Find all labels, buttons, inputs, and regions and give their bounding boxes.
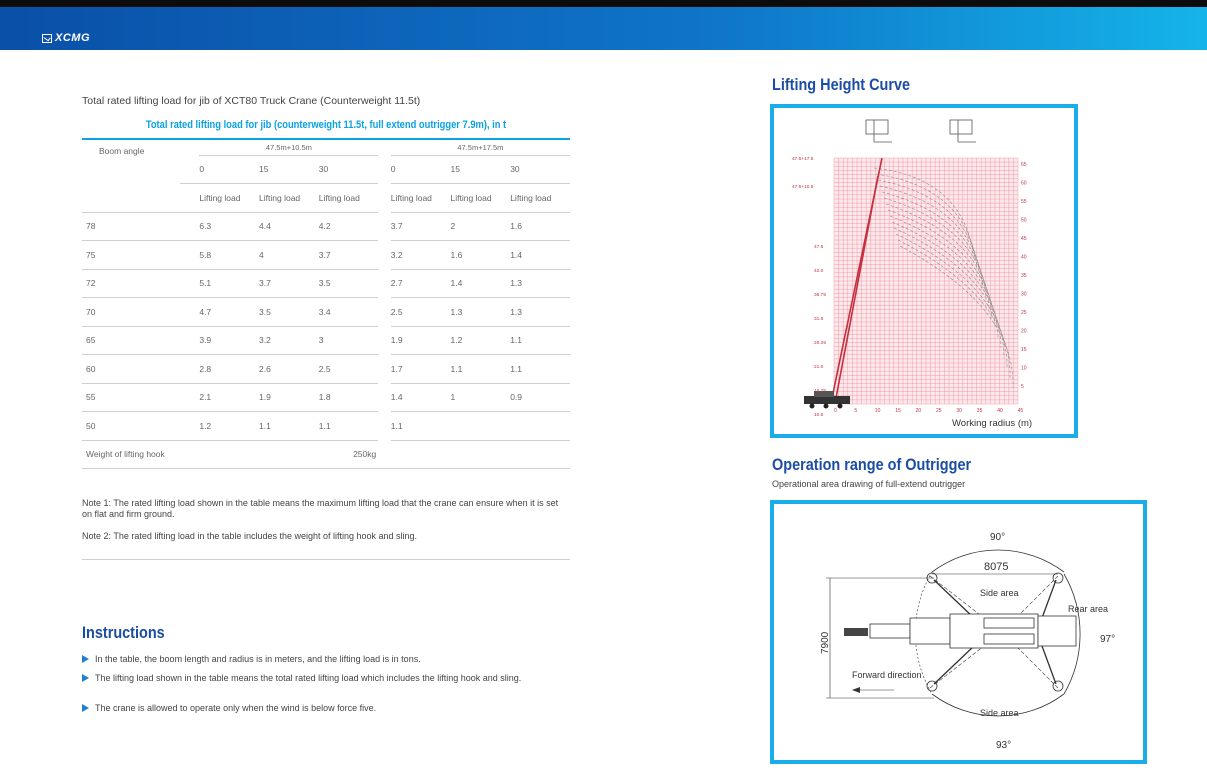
- load-value-cell: 1.4: [451, 269, 511, 298]
- row-header: Boom angle: [99, 146, 145, 156]
- load-value-cell: 5.1: [199, 269, 259, 298]
- table-subheader-row: [82, 183, 570, 212]
- side-area-bottom-label: Side area: [980, 708, 1019, 718]
- load-value-cell: 1.3: [510, 298, 570, 327]
- x-axis-ticks: [834, 408, 1023, 414]
- span-width-label: 8075: [984, 561, 1009, 573]
- load-value-cell: 4: [259, 241, 319, 270]
- grid-lines: [834, 158, 1018, 404]
- y-tick-label: 15: [1021, 347, 1027, 353]
- y-tick-label: 45: [1021, 236, 1027, 242]
- load-value-cell: 1.1: [259, 412, 319, 441]
- x-tick-label: 45: [1017, 408, 1024, 414]
- load-value-cell: 5.8: [199, 241, 259, 270]
- x-tick-label: 25: [936, 408, 942, 414]
- x-tick-label: 35: [976, 408, 983, 414]
- y-axis-ticks: [1021, 162, 1027, 390]
- load-value-cell: 0.9: [510, 383, 570, 412]
- boom-length-label: 36.75: [814, 293, 827, 298]
- hook-weight-row: [82, 440, 570, 468]
- boom-length-label: 47.5+10.5: [792, 185, 814, 190]
- y-tick-label: 55: [1021, 199, 1027, 205]
- boom-angle-cell: 55: [82, 383, 180, 412]
- load-value-cell: 3.2: [391, 241, 451, 270]
- load-value-cell: [451, 412, 511, 441]
- load-value-cell: 2.7: [391, 269, 451, 298]
- boom-angle-cell: 60: [82, 355, 180, 384]
- height-curve-frame: [770, 104, 1078, 438]
- boom-angle-cell: 75: [82, 241, 180, 270]
- group-header-1: 47.5m+10.5m: [199, 140, 378, 155]
- offset-cell: 0: [199, 155, 259, 183]
- height-curve-title: Lifting Height Curve: [772, 75, 911, 94]
- offset-cell: 30: [319, 155, 379, 183]
- side-area-top-label: Side area: [980, 588, 1019, 598]
- lifting-load-label: Lifting load: [259, 183, 319, 212]
- lifting-load-label: Lifting load: [391, 183, 451, 212]
- load-value-cell: 3.7: [259, 269, 319, 298]
- load-value-cell: 4.7: [199, 298, 259, 327]
- load-value-cell: 1.7: [391, 355, 451, 384]
- offset-cell: 15: [451, 155, 511, 183]
- hook-weight-value: 250kg: [199, 440, 570, 468]
- instruction-text: The lifting load shown in the table means the total rated lifting load which includes the lifting hook and sling.: [95, 673, 522, 683]
- load-value-cell: 1.3: [510, 269, 570, 298]
- y-tick-label: 30: [1021, 291, 1027, 298]
- boom-length-label: 42.0: [814, 269, 824, 274]
- load-value-cell: 1.8: [319, 383, 379, 412]
- load-value-cell: 1.1: [319, 412, 379, 441]
- load-value-cell: 2.5: [319, 355, 379, 384]
- span-height-label: 7900: [820, 631, 831, 654]
- load-value-cell: 3.7: [319, 241, 379, 270]
- x-axis-label: Working radius (m): [952, 418, 1033, 429]
- angle-top-label: 90°: [990, 532, 1006, 543]
- y-tick-label: 10: [1021, 365, 1027, 372]
- table-row: [82, 383, 570, 412]
- boom-length-label: 15.75: [814, 389, 827, 394]
- load-value-cell: 1.6: [510, 212, 570, 241]
- load-value-cell: 1.1: [451, 355, 511, 384]
- lifting-height-diagram: [774, 108, 1074, 434]
- y-tick-label: 25: [1021, 310, 1027, 316]
- forward-direction-label: Forward direction: [852, 670, 922, 680]
- load-value-cell: 1.4: [391, 383, 451, 412]
- bullet-arrow-icon: [82, 655, 89, 663]
- note-2: Note 2: The rated lifting load in the table includes the weight of lifting hook and sling.: [82, 531, 418, 541]
- instruction-item: [82, 673, 572, 683]
- divider: [82, 559, 570, 560]
- angle-right-label: 97°: [1100, 634, 1116, 645]
- table-row: [82, 241, 570, 270]
- x-tick-label: 20: [915, 408, 922, 414]
- load-value-cell: 4.2: [319, 212, 379, 241]
- table-row: [82, 269, 570, 298]
- table-caption: Total rated lifting load for jib (counterweight 11.5t, full extend outrigger 7.9m), in t: [145, 119, 507, 131]
- load-value-cell: 2.1: [199, 383, 259, 412]
- outrigger-frame: [770, 500, 1147, 764]
- load-value-cell: 2.6: [259, 355, 319, 384]
- offset-cell: 0: [391, 155, 451, 183]
- y-tick-label: 20: [1021, 328, 1027, 335]
- group-header-2: 47.5m+17.5m: [391, 140, 570, 155]
- header-bar: [0, 0, 1207, 50]
- boom-length-label: 21.0: [814, 365, 824, 370]
- boom-length-label: 47.5: [814, 245, 824, 250]
- load-value-cell: 1: [451, 383, 511, 412]
- table-row: [82, 212, 570, 241]
- forward-arrow-icon: [852, 687, 860, 693]
- xcmg-logo: [42, 32, 90, 44]
- document-title: Total rated lifting load for jib of XCT80 Truck Crane (Counterweight 11.5t): [82, 95, 421, 107]
- boom-length-label: 10.5: [814, 413, 824, 418]
- table-row: [82, 355, 570, 384]
- load-value-cell: 2.5: [391, 298, 451, 327]
- load-value-cell: 3: [319, 326, 379, 355]
- load-value-cell: 1.2: [199, 412, 259, 441]
- lifting-load-table: [82, 140, 570, 469]
- table-row: [82, 412, 570, 441]
- load-value-cell: 3.4: [319, 298, 379, 327]
- boom-angle-cell: 72: [82, 269, 180, 298]
- rear-area-label: Rear area: [1068, 604, 1109, 614]
- x-tick-label: 10: [874, 408, 881, 414]
- y-tick-label: 35: [1021, 273, 1027, 279]
- lifting-load-label: Lifting load: [451, 183, 511, 212]
- y-tick-label: 50: [1021, 217, 1027, 224]
- boom-angle-cell: 50: [82, 412, 180, 441]
- table-row: [82, 326, 570, 355]
- load-value-cell: 1.3: [451, 298, 511, 327]
- table-header-group-row: [82, 140, 570, 155]
- outrigger-diagram: [774, 504, 1143, 760]
- load-value-cell: 2.8: [199, 355, 259, 384]
- load-value-cell: 3.5: [259, 298, 319, 327]
- load-value-cell: 1.1: [510, 326, 570, 355]
- boom-angle-cell: 70: [82, 298, 180, 327]
- load-value-cell: 4.4: [259, 212, 319, 241]
- boom-length-label: 47.5+17.5: [792, 157, 814, 162]
- crane-body: [870, 614, 1076, 648]
- note-1: Note 1: The rated lifting load shown in the table means the maximum lifting load that the crane can ensure when it is set on flat and firm ground.: [82, 498, 559, 519]
- outrigger-title: Operation range of Outrigger: [772, 455, 972, 474]
- load-value-cell: 1.1: [391, 412, 451, 441]
- load-value-cell: 1.1: [510, 355, 570, 384]
- xcmg-logo-icon: [42, 34, 52, 43]
- instructions-title: Instructions: [82, 623, 165, 642]
- load-value-cell: 1.6: [451, 241, 511, 270]
- load-value-cell: 3.2: [259, 326, 319, 355]
- y-tick-label: 60: [1021, 180, 1027, 187]
- load-value-cell: 1.9: [391, 326, 451, 355]
- lifting-load-label: Lifting load: [319, 183, 379, 212]
- bullet-arrow-icon: [82, 704, 89, 712]
- y-tick-label: 65: [1021, 162, 1027, 168]
- boom-length-labels: [792, 156, 826, 418]
- load-value-cell: [510, 412, 570, 441]
- bullet-arrow-icon: [82, 674, 89, 682]
- x-tick-label: 30: [956, 408, 962, 414]
- x-tick-label: 5: [854, 408, 858, 414]
- table-row: [82, 298, 570, 327]
- offset-cell: 15: [259, 155, 319, 183]
- boom-angle-cell: 78: [82, 212, 180, 241]
- load-value-cell: 6.3: [199, 212, 259, 241]
- load-value-cell: 2: [451, 212, 511, 241]
- instruction-item: [82, 703, 572, 713]
- jib-sketch-icon: [866, 120, 976, 142]
- lifting-load-label: Lifting load: [510, 183, 570, 212]
- boom-length-label: 26.25: [814, 341, 827, 346]
- brand-name: XCMG: [55, 32, 90, 44]
- load-value-cell: 3.9: [199, 326, 259, 355]
- instruction-text: The crane is allowed to operate only when the wind is below force five.: [95, 703, 377, 713]
- boom-length-label: 31.5: [814, 317, 824, 322]
- y-tick-label: 40: [1021, 254, 1027, 261]
- x-tick-label: 40: [997, 408, 1003, 414]
- load-value-cell: 1.9: [259, 383, 319, 412]
- boom-angle-cell: 65: [82, 326, 180, 355]
- load-table-section: [82, 95, 570, 459]
- outrigger-subtitle: Operational area drawing of full-extend outrigger: [772, 479, 966, 489]
- x-tick-label: 15: [895, 408, 901, 414]
- hook-block-icon: [844, 628, 868, 636]
- lifting-load-label: Lifting load: [199, 183, 259, 212]
- instruction-item: [82, 654, 572, 664]
- hook-weight-label: Weight of lifting hook: [82, 440, 199, 468]
- angle-bottom-label: 93°: [996, 740, 1012, 751]
- load-value-cell: 3.7: [391, 212, 451, 241]
- offset-cell: 30: [510, 155, 570, 183]
- y-tick-label: 5: [1021, 384, 1024, 390]
- load-value-cell: 3.5: [319, 269, 379, 298]
- load-value-cell: 1.4: [510, 241, 570, 270]
- x-tick-label: 0: [834, 408, 837, 414]
- load-value-cell: 1.2: [451, 326, 511, 355]
- instruction-text: In the table, the boom length and radius is in meters, and the lifting load is in tons.: [95, 654, 421, 664]
